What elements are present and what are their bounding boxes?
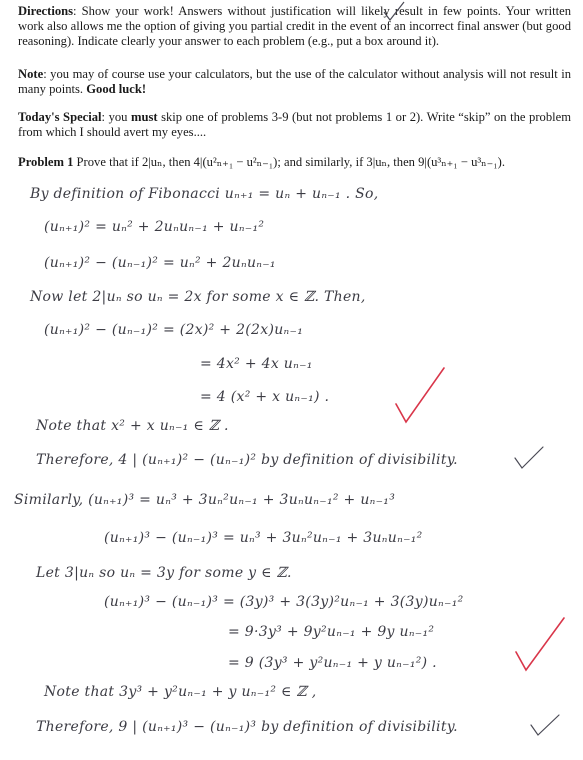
red-check-mark-1 — [392, 364, 448, 428]
handwritten-line-7: = 4 (x² + x uₙ₋₁) . — [200, 389, 330, 405]
handwritten-line-15: = 9 (3y³ + y²uₙ₋₁ + y uₙ₋₁²) . — [228, 655, 437, 671]
handwritten-line-16: Note that 3y³ + y²uₙ₋₁ + y uₙ₋₁² ∈ ℤ , — [44, 684, 317, 700]
problem-text: Prove that if 2|uₙ, then 4|(u²ₙ₊₁ − u²ₙ₋₁); and similarly, if 3|uₙ, then 9|(u³ₙ₊₁ − u³ₙ₋₁). — [73, 155, 505, 169]
directions-label: Directions — [18, 4, 74, 18]
handwritten-line-9: Therefore, 4 | (uₙ₊₁)² − (uₙ₋₁)² by definition of divisibility. — [36, 452, 458, 468]
handwritten-line-13: (uₙ₊₁)³ − (uₙ₋₁)³ = (3y)³ + 3(3y)²uₙ₋₁ + 3(3y)uₙ₋₁² — [104, 594, 464, 610]
problem-label: Problem 1 — [18, 155, 74, 169]
handwritten-line-17: Therefore, 9 | (uₙ₊₁)³ − (uₙ₋₁)³ by definition of divisibility. — [36, 719, 458, 735]
handwritten-line-12: Let 3|uₙ so uₙ = 3y for some y ∈ ℤ. — [36, 565, 292, 581]
grader-tick-mark-top — [380, 0, 408, 24]
handwritten-line-11: (uₙ₊₁)³ − (uₙ₋₁)³ = uₙ³ + 3uₙ²uₙ₋₁ + 3uₙuₙ₋₁² — [104, 530, 423, 546]
grader-check-mark-2 — [528, 712, 562, 738]
directions-paragraph — [18, 4, 571, 50]
handwritten-line-3: (uₙ₊₁)² − (uₙ₋₁)² = uₙ² + 2uₙuₙ₋₁ — [44, 255, 276, 271]
problem-1-statement — [18, 155, 571, 170]
special-must: must — [130, 110, 158, 124]
note-label: Note — [18, 67, 44, 81]
directions-text: : Show your work! Answers without justification will likely result in few points. Your written work also allows me the option of giving you partial credit in the event of an incorrect final answer (but good reasoning). Indicate clearly your answer to each problem (e.g., put a box around it). — [18, 4, 571, 49]
special-text-2: skip one of problems 3-9 (but not problems 1 or 2). Write “skip” on the problem from which I should avert my eyes.... — [18, 110, 571, 140]
note-paragraph — [18, 67, 571, 97]
grader-check-mark-1 — [512, 444, 546, 472]
todays-special-paragraph — [18, 110, 571, 140]
good-luck-text: Good luck! — [86, 82, 147, 97]
special-text-1: : you — [101, 110, 131, 124]
handwritten-line-5: (uₙ₊₁)² − (uₙ₋₁)² = (2x)² + 2(2x)uₙ₋₁ — [44, 322, 304, 338]
special-label: Today's Special — [18, 110, 102, 124]
handwritten-line-6: = 4x² + 4x uₙ₋₁ — [200, 356, 313, 372]
handwritten-line-14: = 9·3y³ + 9y²uₙ₋₁ + 9y uₙ₋₁² — [228, 624, 435, 640]
handwritten-line-2: (uₙ₊₁)² = uₙ² + 2uₙuₙ₋₁ + uₙ₋₁² — [44, 219, 265, 235]
handwritten-line-8: Note that x² + x uₙ₋₁ ∈ ℤ . — [36, 418, 229, 434]
note-text: : you may of course use your calculators, but the use of the calculator without analysis will not result in many points. — [18, 67, 571, 97]
handwritten-line-4: Now let 2|uₙ so uₙ = 2x for some x ∈ ℤ. Then, — [30, 289, 366, 305]
red-check-mark-2 — [512, 614, 568, 674]
handwritten-line-10: Similarly, (uₙ₊₁)³ = uₙ³ + 3uₙ²uₙ₋₁ + 3uₙuₙ₋₁² + uₙ₋₁³ — [14, 492, 396, 508]
handwritten-line-1: By definition of Fibonacci uₙ₊₁ = uₙ + uₙ₋₁ . So, — [30, 186, 379, 202]
